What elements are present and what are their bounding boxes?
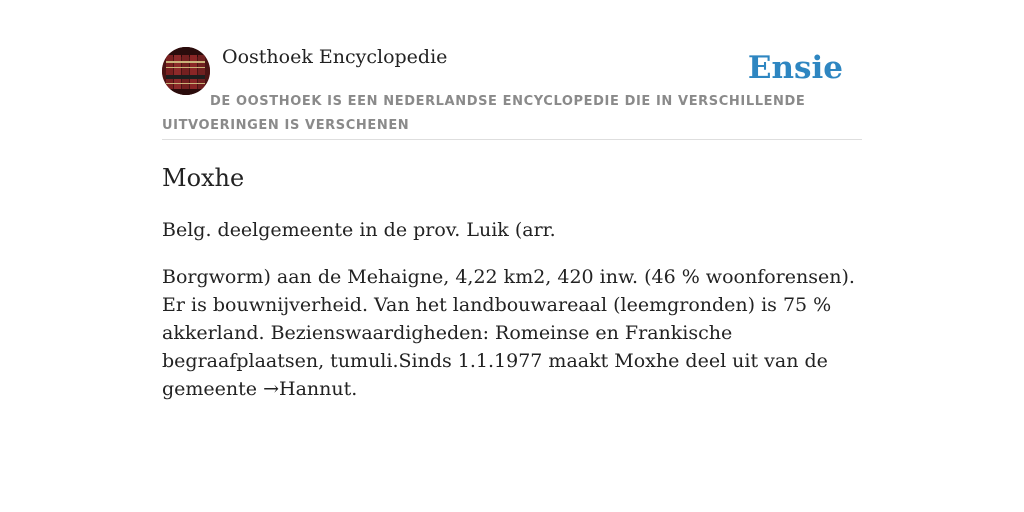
page-container [162, 0, 862, 400]
cross-reference-arrow-icon: → [263, 378, 279, 400]
site-header [162, 0, 862, 140]
site-tagline: DE OOSTHOEK IS EEN NEDERLANDSE ENCYCLOPEDIE DIE IN VERSCHILLENDE UITVOERINGEN IS VERSCHENEN [162, 94, 806, 133]
encyclopedia-books-icon[interactable] [162, 47, 210, 95]
article-paragraph-1: Belg. deelgemeente in de prov. Luik (arr. [162, 219, 556, 241]
cross-reference-label: Hannut [279, 378, 352, 400]
article-paragraph-2-text: Borgworm) aan de Mehaigne, 4,22 km2, 420 inw. (46 % woonforensen). Er is bouwnijverheid. Van het landbouwareaal (leemgronden) is 75 % akkerland. Bezienswaardigheden: Romeinse en Frankische begraafplaatsen, tumuli.Sinds 1.1.1977 maakt Moxhe deel uit van de gemeente [162, 266, 855, 400]
ensie-logo-link[interactable]: Ensie [747, 50, 843, 86]
hannut-cross-reference-link[interactable] [263, 378, 351, 400]
paragraph-2-end: . [351, 378, 358, 400]
article [162, 160, 862, 403]
article-paragraph-2 [162, 263, 862, 403]
site-title-link[interactable]: Oosthoek Encyclopedie [222, 46, 448, 68]
page-title: Moxhe [162, 164, 245, 192]
